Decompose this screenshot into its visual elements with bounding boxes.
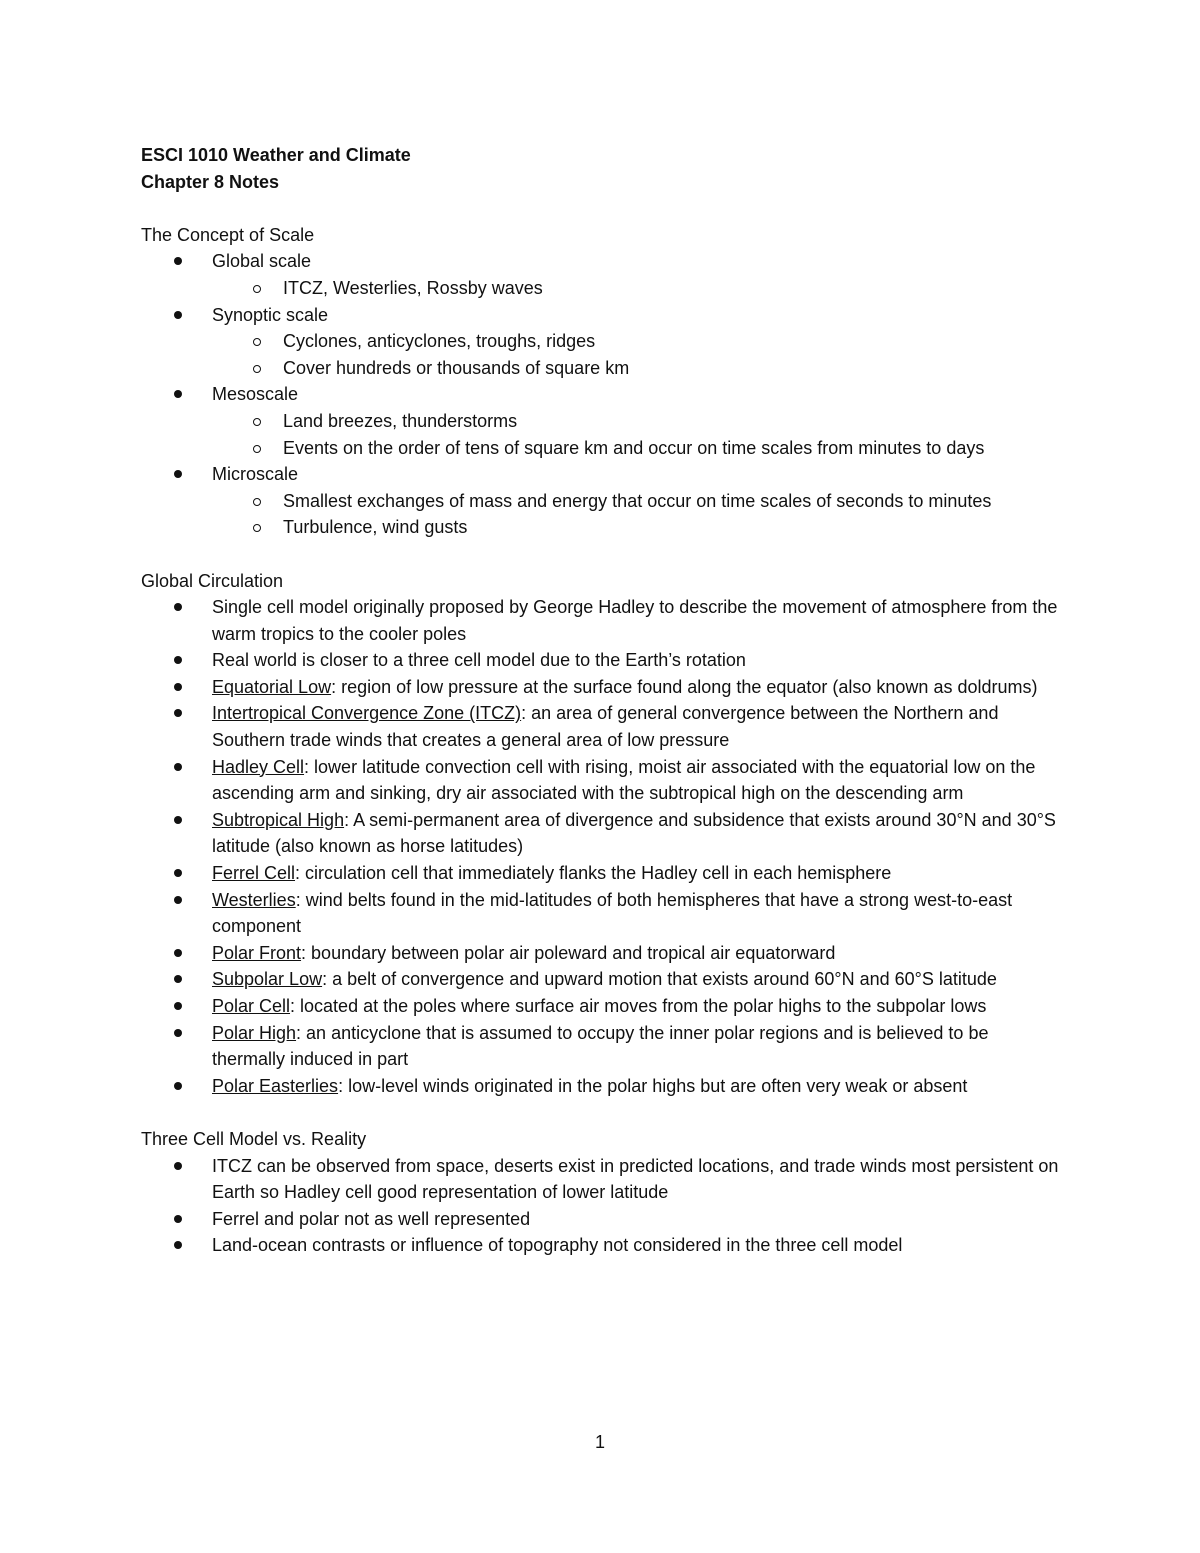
list-item bbox=[141, 381, 1061, 461]
item-text: : located at the poles where surface air moves from the polar highs to the subpolar lows bbox=[290, 996, 987, 1016]
sub-list-item bbox=[141, 275, 1061, 302]
list-item bbox=[141, 1153, 1061, 1206]
item-text: : low-level winds originated in the polar highs but are often very weak or absent bbox=[338, 1075, 968, 1096]
bullet-icon bbox=[174, 869, 182, 877]
sub-list bbox=[141, 488, 1061, 541]
sub-list-item bbox=[141, 488, 1061, 515]
bullet-icon bbox=[174, 390, 182, 398]
bullet-icon bbox=[174, 603, 182, 611]
list-item bbox=[141, 887, 1061, 940]
sub-bullet-icon bbox=[253, 418, 261, 426]
scale-bullet-list bbox=[141, 248, 1061, 541]
spacer bbox=[141, 195, 1061, 222]
sub-list-item bbox=[141, 435, 1061, 462]
bullet-icon bbox=[174, 763, 182, 771]
list-item bbox=[141, 860, 1061, 887]
item-text: Real world is closer to a three cell model due to the Earth’s rotation bbox=[212, 650, 746, 671]
global-section-heading: Global Circulation bbox=[141, 570, 284, 591]
item-text: Synoptic scale bbox=[212, 304, 329, 325]
list-item bbox=[141, 700, 1061, 753]
term-label: Equatorial Low bbox=[212, 676, 332, 697]
sub-list-item bbox=[141, 355, 1061, 382]
term-label: Hadley Cell bbox=[212, 756, 305, 777]
sub-list bbox=[141, 328, 1061, 381]
document-subtitle: Chapter 8 Notes bbox=[141, 171, 280, 192]
list-item bbox=[141, 966, 1061, 993]
sub-bullet-icon bbox=[253, 365, 261, 373]
list-item bbox=[141, 1206, 1061, 1233]
bullet-icon bbox=[174, 896, 182, 904]
sub-list bbox=[141, 275, 1061, 302]
term-label: Polar Easterlies bbox=[212, 1075, 339, 1096]
sub-list-item bbox=[141, 514, 1061, 541]
list-item bbox=[141, 674, 1061, 701]
list-item bbox=[141, 302, 1061, 382]
sub-bullet-icon bbox=[253, 498, 261, 506]
bullet-icon bbox=[174, 1082, 182, 1090]
term-label: Intertropical Convergence Zone (ITCZ) bbox=[212, 703, 522, 724]
item-text: : boundary between polar air poleward and tropical air equatorward bbox=[301, 942, 836, 963]
item-text: ITCZ can be observed from space, deserts exist in predicted locations, and trade winds most persistent on Earth so Hadley cell good representation of lower latitude bbox=[212, 1155, 1059, 1203]
global-bullet-list bbox=[141, 594, 1061, 1099]
term-label: Ferrel Cell bbox=[212, 863, 296, 884]
list-item bbox=[141, 1073, 1061, 1100]
term-label: Westerlies bbox=[212, 889, 296, 910]
term-label: Subtropical High bbox=[212, 809, 345, 830]
sub-list bbox=[141, 408, 1061, 461]
sub-bullet-icon bbox=[253, 338, 261, 346]
list-item bbox=[141, 248, 1061, 301]
bullet-icon bbox=[174, 975, 182, 983]
sub-bullet-icon bbox=[253, 285, 261, 293]
sub-item-text: Events on the order of tens of square km and occur on time scales from minutes to days bbox=[283, 437, 985, 458]
sub-bullet-icon bbox=[253, 445, 261, 453]
three-cell-section-heading: Three Cell Model vs. Reality bbox=[141, 1128, 367, 1149]
list-item bbox=[141, 807, 1061, 860]
list-item bbox=[141, 594, 1061, 647]
term-label: Subpolar Low bbox=[212, 969, 323, 990]
item-text: Mesoscale bbox=[212, 384, 299, 405]
bullet-icon bbox=[174, 311, 182, 319]
bullet-icon bbox=[174, 656, 182, 664]
sub-item-text: Cover hundreds or thousands of square km bbox=[283, 357, 630, 378]
bullet-icon bbox=[174, 709, 182, 717]
sub-item-text: Cyclones, anticyclones, troughs, ridges bbox=[283, 331, 596, 352]
three-cell-bullet-list bbox=[141, 1153, 1061, 1259]
bullet-icon bbox=[174, 1029, 182, 1037]
sub-bullet-icon bbox=[253, 524, 261, 532]
sub-list-item bbox=[141, 328, 1061, 355]
item-text: : lower latitude convection cell with rising, moist air associated with the equatorial low on the ascending arm and sinking, dry air associated with the subtropical high on the descending arm bbox=[212, 756, 1036, 804]
document-title: ESCI 1010 Weather and Climate bbox=[141, 145, 411, 165]
spacer bbox=[141, 1099, 1061, 1126]
item-text: Land-ocean contrasts or influence of topography not considered in the three cell model bbox=[212, 1235, 903, 1256]
bullet-icon bbox=[174, 470, 182, 478]
bullet-icon bbox=[174, 1215, 182, 1223]
spacer bbox=[141, 541, 1061, 568]
list-item bbox=[141, 1020, 1061, 1073]
sub-item-text: ITCZ, Westerlies, Rossby waves bbox=[283, 277, 543, 298]
bullet-icon bbox=[174, 949, 182, 957]
item-text: : a belt of convergence and upward motion that exists around 60°N and 60°S latitude bbox=[322, 969, 997, 990]
bullet-icon bbox=[174, 816, 182, 824]
scale-section-heading: The Concept of Scale bbox=[141, 224, 315, 245]
item-text: Single cell model originally proposed by George Hadley to describe the movement of atmosphere from the warm tropics to the cooler poles bbox=[212, 597, 1058, 644]
item-text: : region of low pressure at the surface found along the equator (also known as doldrums) bbox=[331, 676, 1038, 697]
sub-item-text: Smallest exchanges of mass and energy that occur on time scales of seconds to minutes bbox=[283, 490, 992, 511]
list-item bbox=[141, 1232, 1061, 1259]
sub-list-item bbox=[141, 408, 1061, 435]
item-text: Microscale bbox=[212, 464, 299, 485]
list-item bbox=[141, 940, 1061, 967]
item-text: Global scale bbox=[212, 251, 312, 272]
list-item bbox=[141, 647, 1061, 674]
list-item bbox=[141, 993, 1061, 1020]
term-label: Polar High bbox=[212, 1022, 297, 1043]
item-text: : circulation cell that immediately flanks the Hadley cell in each hemisphere bbox=[295, 863, 892, 884]
list-item bbox=[141, 461, 1061, 541]
item-text: : an area of general convergence between the Northern and Southern trade winds that creates a general area of low pressure bbox=[212, 703, 999, 751]
bullet-icon bbox=[174, 1002, 182, 1010]
item-text: : A semi-permanent area of divergence and subsidence that exists around 30°N and 30°S latitude (also known as horse latitudes) bbox=[212, 809, 1056, 857]
bullet-icon bbox=[174, 1162, 182, 1170]
term-label: Polar Cell bbox=[212, 996, 291, 1016]
item-text: : wind belts found in the mid-latitudes of both hemispheres that have a strong west-to-east component bbox=[212, 889, 1013, 937]
item-text: : an anticyclone that is assumed to occupy the inner polar regions and is believed to be thermally induced in part bbox=[212, 1022, 989, 1070]
sub-item-text: Turbulence, wind gusts bbox=[283, 517, 468, 538]
item-text: Ferrel and polar not as well represented bbox=[212, 1208, 531, 1229]
sub-item-text: Land breezes, thunderstorms bbox=[283, 410, 518, 431]
document-page bbox=[141, 142, 1061, 1259]
bullet-icon bbox=[174, 1241, 182, 1249]
page-number: 1 bbox=[594, 1432, 605, 1452]
term-label: Polar Front bbox=[212, 942, 302, 963]
bullet-icon bbox=[174, 683, 182, 691]
bullet-icon bbox=[174, 257, 182, 265]
list-item bbox=[141, 754, 1061, 807]
